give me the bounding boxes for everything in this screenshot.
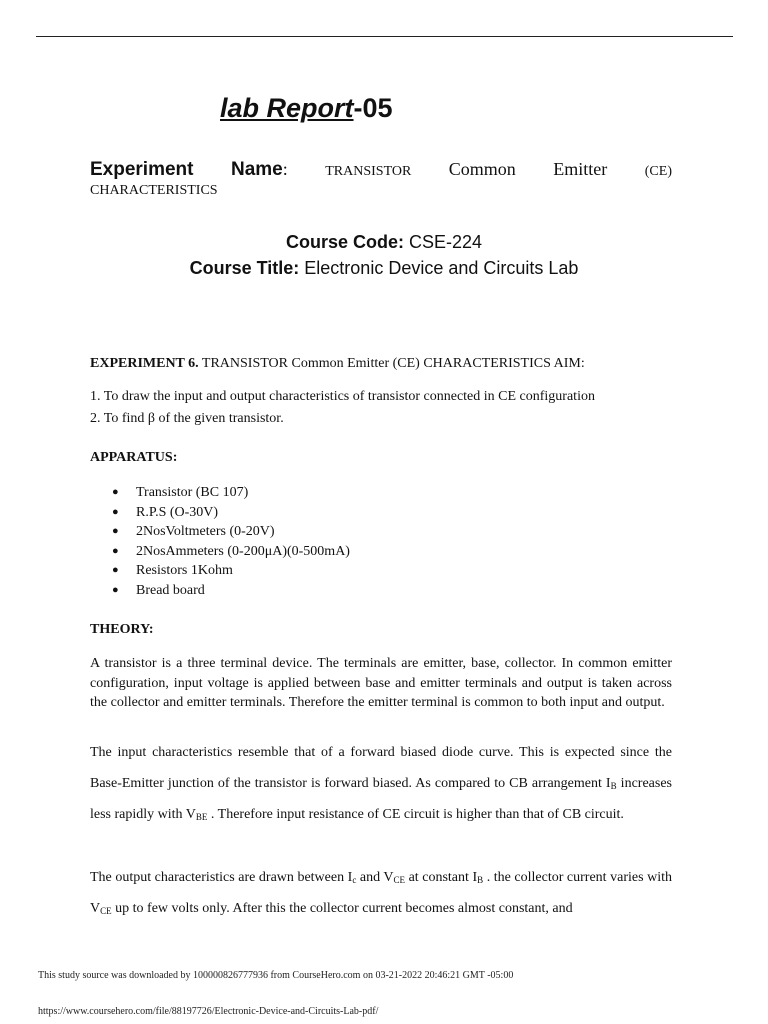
- theory-paragraph-3: The output characteristics are drawn between $I_c$ and $V_{CE}$ at constant $I_B$ . the collector current varies with $V_{CE}$ up to few volts only. After this the collector current becomes almost constant, and: [90, 870, 673, 916]
- apparatus-list: [90, 483, 350, 600]
- apparatus-item: ● Resistors 1Kohm: [90, 561, 350, 581]
- top-divider: [36, 36, 733, 37]
- experiment6-line: [90, 354, 672, 374]
- course-title-label: Course Title:: [189, 258, 300, 278]
- course-title-value: Electronic Device and Circuits Lab: [304, 258, 579, 278]
- apparatus-heading: APPARATUS:: [90, 450, 178, 465]
- name-label: Name: [230, 159, 283, 180]
- aim-item-2: 2. To find β of the given transistor.: [90, 411, 284, 426]
- theory-paragraph-2: The input characteristics resemble that of a forward biased diode curve. This is expected since the Base-Emitter junction of the transistor is forward biased. As compared to CB arrangement $I_B$ increases less rapidly with $V_{BE}$ . Therefore input resistance of CE circuit is higher than that of CB circuit.: [90, 745, 672, 822]
- experiment-word-3: Emitter: [553, 159, 608, 179]
- course-code-value: CSE-224: [408, 232, 483, 252]
- title-suffix: -05: [353, 93, 393, 123]
- footer-download-notice: This study source was downloaded by 100000826777936 from CourseHero.com on 03-21-2022 20:46:21 GMT -05:00: [38, 970, 514, 981]
- title-prefix: lab Report: [220, 93, 354, 123]
- theory-paragraph-1: A transistor is a three terminal device. The terminals are emitter, base, collector. In common emitter configuration, input voltage is applied between base and emitter terminals and output is taken across the collector and emitter terminals. Therefore the emitter terminal is common to both input and output.: [90, 656, 672, 710]
- course-code-label: Course Code:: [285, 232, 404, 252]
- footer-source-url[interactable]: https://www.coursehero.com/file/88197726/Electronic-Device-and-Circuits-Lab-pdf/: [38, 1006, 379, 1017]
- theory-heading: THEORY:: [90, 622, 154, 637]
- experiment-word-2: Common: [448, 159, 516, 179]
- apparatus-item: ● 2NosVoltmeters (0-20V): [90, 522, 350, 542]
- name-label-group: [231, 157, 288, 183]
- experiment6-text: TRANSISTOR Common Emitter (CE) CHARACTERISTICS AIM:: [201, 356, 585, 371]
- apparatus-item: ● Transistor (BC 107): [90, 483, 350, 503]
- apparatus-item: ● 2NosAmmeters (0-200μA)(0-500mA): [90, 542, 350, 562]
- experiment-label: Experiment: [90, 159, 194, 180]
- experiment-word-4: (CE): [644, 164, 672, 179]
- page-title: [220, 88, 393, 128]
- course-code: [0, 229, 768, 255]
- apparatus-item: ● R.P.S (O-30V): [90, 503, 350, 523]
- experiment-word-1: TRANSISTOR: [325, 164, 412, 179]
- apparatus-item: ● Bread board: [90, 581, 350, 601]
- course-title: [0, 255, 768, 281]
- experiment-word-5: CHARACTERISTICS: [90, 183, 218, 198]
- experiment6-label: EXPERIMENT 6.: [90, 356, 199, 371]
- aim-item-1: 1. To draw the input and output characteristics of transistor connected in CE configuration: [90, 389, 595, 404]
- experiment-name: [90, 157, 672, 200]
- name-colon: :: [282, 159, 288, 179]
